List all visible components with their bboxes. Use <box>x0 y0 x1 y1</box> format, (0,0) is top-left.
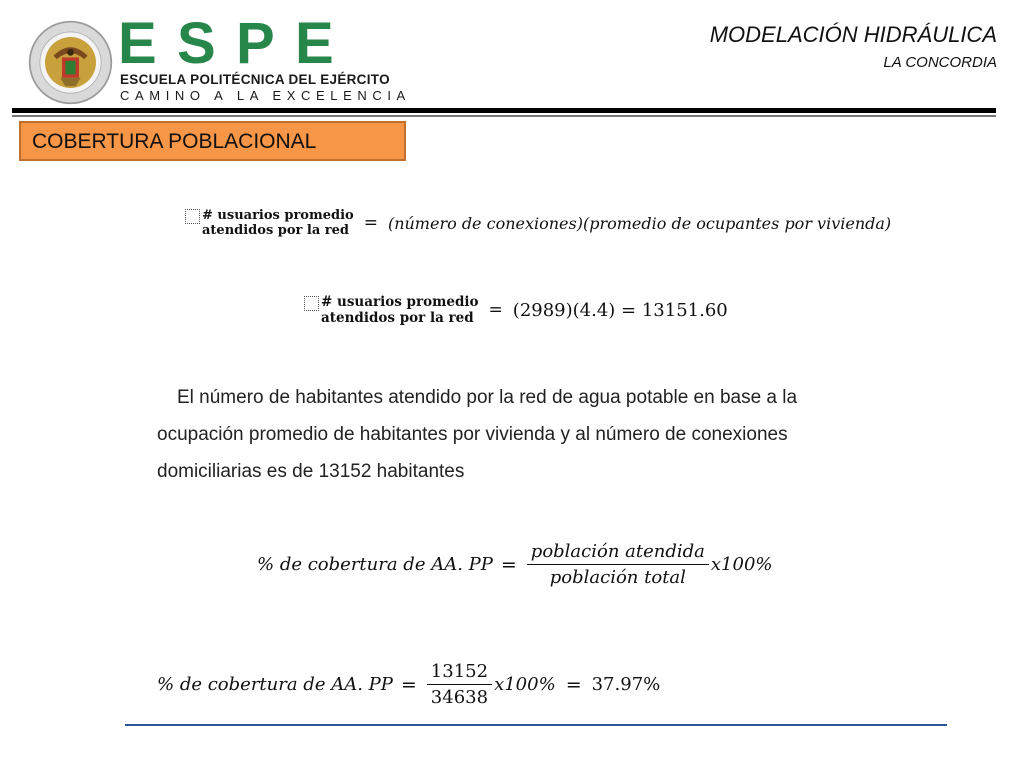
header-divider-thin <box>12 115 996 117</box>
formula-calculation <box>304 294 728 326</box>
paragraph-line: domiciliarias es de 13152 habitantes <box>157 461 465 482</box>
formula-lhs-line1: # usuarios promedio <box>202 208 354 223</box>
fraction-denominator: 34638 <box>430 687 489 708</box>
fraction <box>427 661 492 708</box>
section-title-box <box>19 121 406 161</box>
brand-letter: E <box>295 11 334 76</box>
brand-motto: CAMINO A LA EXCELENCIA <box>120 88 411 103</box>
equals-sign: = <box>565 673 582 696</box>
formula-lhs: % de cobertura de AA. PP <box>257 554 493 575</box>
placeholder-box-icon <box>185 209 200 224</box>
formula-lhs-line2: atendidos por la red <box>321 310 474 326</box>
fraction <box>527 541 709 588</box>
espe-brand <box>118 11 411 108</box>
course-subtitle: LA CONCORDIA <box>883 54 997 71</box>
paragraph-line: ocupación promedio de habitantes por vivienda y al número de conexiones <box>157 424 788 445</box>
formula-rhs: (número de conexiones)(promedio de ocupantes por vivienda) <box>387 213 892 233</box>
formula-rhs: (2989)(4.4) = 13151.60 <box>512 299 728 321</box>
placeholder-box-icon <box>304 296 319 311</box>
course-title: MODELACIÓN HIDRÁULICA <box>709 22 997 47</box>
formula-lhs-line2: atendidos por la red <box>202 223 350 238</box>
body-paragraph <box>157 379 887 490</box>
espe-seal-icon <box>28 20 113 105</box>
formula-lhs <box>321 294 479 326</box>
brand-letter: P <box>236 11 275 76</box>
brand-letter: E <box>118 11 157 76</box>
fraction-numerator: población atendida <box>527 541 709 565</box>
equals-sign: = <box>488 300 503 320</box>
equals-sign: = <box>400 673 417 696</box>
brand-institution-name: ESCUELA POLITÉCNICA DEL EJÉRCITO <box>120 72 390 87</box>
brand-letter: S <box>177 11 216 76</box>
espe-seal-logo <box>28 20 113 105</box>
formula-lhs-line1: # usuarios promedio <box>321 294 479 310</box>
formula-suffix: x100% <box>710 554 773 575</box>
header-divider <box>12 108 996 113</box>
fraction-denominator: población total <box>549 567 686 588</box>
paragraph-line: El número de habitantes atendido por la red de agua potable en base a la <box>177 387 798 408</box>
footer-divider <box>125 724 947 726</box>
formula-definition <box>185 208 891 238</box>
formula-lhs <box>202 208 354 238</box>
formula-lhs: % de cobertura de AA. PP <box>157 674 393 695</box>
formula-coverage-definition <box>257 541 773 588</box>
equals-sign: = <box>363 213 378 233</box>
formula-coverage-result <box>157 661 660 708</box>
fraction-numerator: 13152 <box>427 661 492 685</box>
formula-result: 37.97% <box>591 674 661 695</box>
section-title: COBERTURA POBLACIONAL <box>32 130 317 153</box>
equals-sign: = <box>500 553 517 576</box>
formula-suffix: x100% <box>494 674 556 695</box>
brand-wordmark <box>118 12 378 76</box>
